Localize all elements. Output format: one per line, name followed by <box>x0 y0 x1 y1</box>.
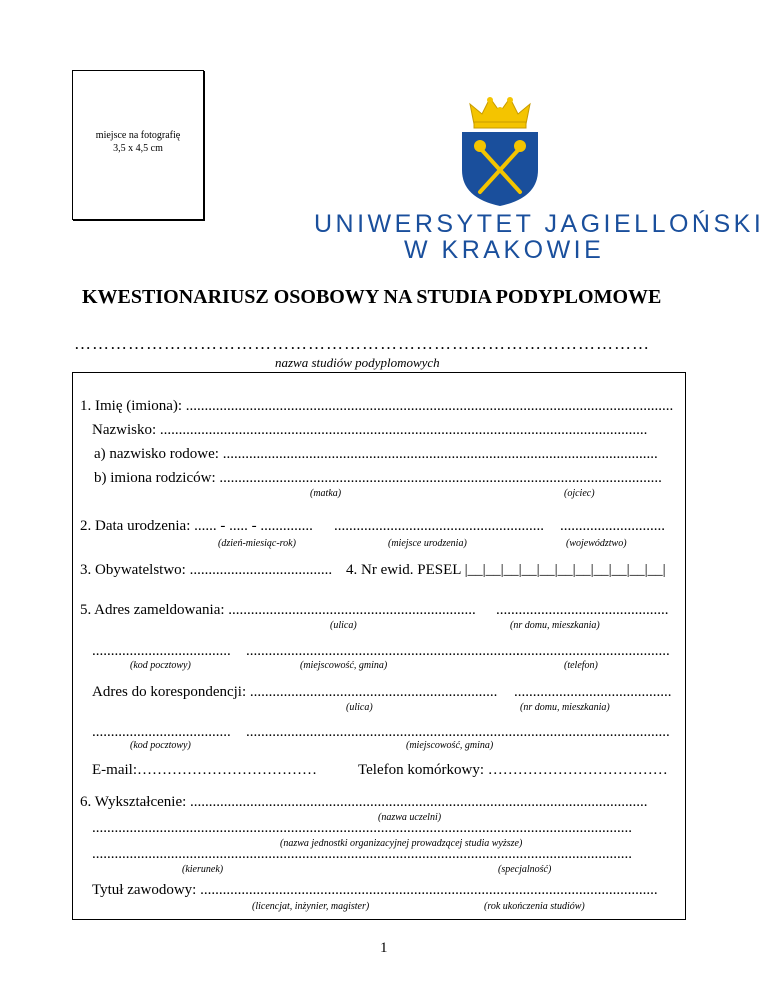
university-crest-logo <box>458 94 542 208</box>
graduation-year-caption: (rok ukończenia studiów) <box>484 901 585 912</box>
corr-postal-field[interactable]: ..................................... <box>92 724 231 740</box>
citizenship-field[interactable]: 3. Obywatelstwo: ...................................... <box>80 562 333 578</box>
registered-street-field[interactable]: 5. Adres zameldowania: .................................................................. <box>80 602 476 618</box>
page-number: 1 <box>380 940 388 956</box>
university-caption: (nazwa uczelni) <box>378 812 442 823</box>
mobile-phone-field[interactable]: Telefon komórkowy: ……………………………… <box>358 762 668 778</box>
education-field[interactable]: 6. Wykształcenie: .......................................................................................................................... <box>80 794 648 810</box>
unit-field[interactable]: ................................................................................................................................................ <box>92 820 632 836</box>
unit-caption: (nazwa jednostki organizacyjnej prowadzącej studia wyższe) <box>280 838 523 849</box>
parents-names-field[interactable]: b) imiona rodziców: ...................................................................................................................... <box>94 470 662 486</box>
title-caption: (licencjat, inżynier, magister) <box>252 901 370 912</box>
form-title: KWESTIONARIUSZ OSOBOWY NA STUDIA PODYPLOMOWE <box>82 286 662 308</box>
corr-house-field[interactable]: .......................................... <box>514 684 672 700</box>
birth-place-field[interactable]: ........................................................ <box>334 518 544 534</box>
study-name-field[interactable]: …………………………………………………………………………………… <box>74 334 650 353</box>
photo-placeholder <box>72 70 204 220</box>
photo-size: 3,5 x 4,5 cm <box>113 143 163 154</box>
specialty-caption: (specjalność) <box>498 864 552 875</box>
registered-city-field[interactable]: ......................................................................... <box>246 643 520 659</box>
postal-caption: (kod pocztowy) <box>130 660 191 671</box>
corr-street-field[interactable]: Adres do korespondencji: .................................................................. <box>92 684 498 700</box>
house-caption: (nr domu, mieszkania) <box>510 620 600 631</box>
surname-field[interactable]: Nazwisko: .................................................................................................................................. <box>92 422 648 438</box>
phone-field[interactable]: ......................................... <box>516 643 670 659</box>
university-name: UNIWERSYTET JAGIELLOŃSKI <box>314 210 765 238</box>
registered-postal-field[interactable]: ..................................... <box>92 643 231 659</box>
photo-label: miejsce na fotografię <box>95 130 181 141</box>
corr-street-caption: (ulica) <box>346 702 373 713</box>
province-field[interactable]: ............................ <box>560 518 665 534</box>
city-caption: (miejscowość, gmina) <box>300 660 388 671</box>
corr-house-caption: (nr domu, mieszkania) <box>520 702 610 713</box>
corr-city-caption: (miejscowość, gmina) <box>406 740 494 751</box>
phone-caption: (telefon) <box>564 660 598 671</box>
birth-surname-field[interactable]: a) nazwisko rodowe: .................................................................................................................... <box>94 446 658 462</box>
first-name-field[interactable]: 1. Imię (imiona): .................................................................................................................................. <box>80 398 674 414</box>
father-caption: (ojciec) <box>564 488 595 499</box>
field-caption: (kierunek) <box>182 864 224 875</box>
pesel-field[interactable]: 4. Nr ewid. PESEL |__|__|__|__|__|__|__|__|__|__|__| <box>346 562 666 578</box>
birth-date-field[interactable]: 2. Data urodzenia: ...... - ..... - .............. <box>80 518 313 534</box>
study-name-caption: nazwa studiów podyplomowych <box>275 355 440 370</box>
birth-date-caption: (dzień-miesiąc-rok) <box>218 538 296 549</box>
mother-caption: (matka) <box>310 488 342 499</box>
province-caption: (województwo) <box>566 538 627 549</box>
street-caption: (ulica) <box>330 620 357 631</box>
birth-place-caption: (miejsce urodzenia) <box>388 538 467 549</box>
registered-house-field[interactable]: .............................................. <box>496 602 669 618</box>
field-of-study-field[interactable]: ................................................................................................................................................ <box>92 846 632 862</box>
professional-title-field[interactable]: Tytuł zawodowy: .......................................................................................................................... <box>92 882 658 898</box>
corr-postal-caption: (kod pocztowy) <box>130 740 191 751</box>
university-city: W KRAKOWIE <box>404 236 605 264</box>
corr-city-field[interactable]: ................................................................................................................. <box>246 724 670 740</box>
email-field[interactable]: E-mail:……………………………… <box>92 762 317 778</box>
